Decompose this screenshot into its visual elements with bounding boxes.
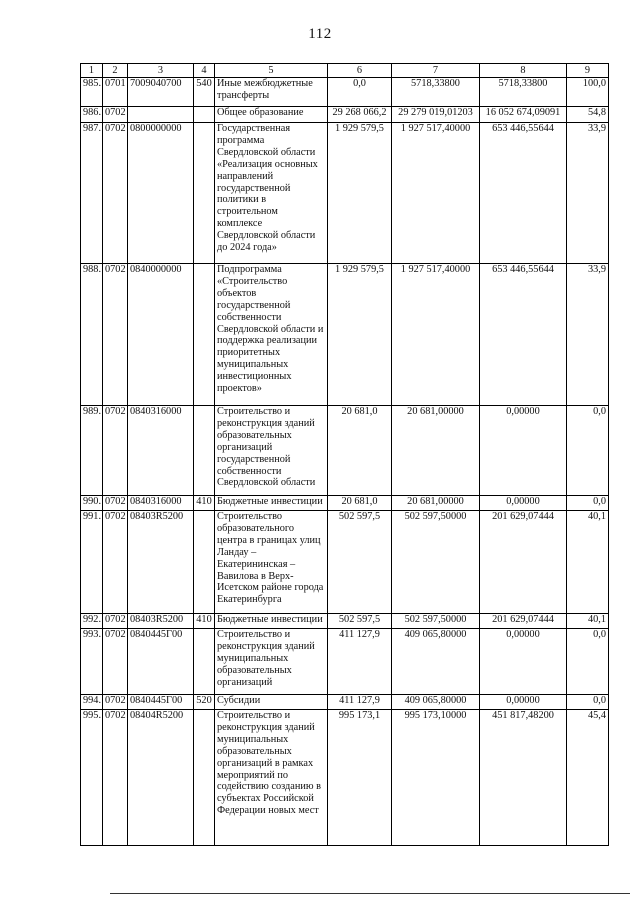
item-name: Строительство образовательного центра в границах улиц Ландау – Екатерининская – Вавилова в Верх-Исетском районе города Екатеринбурга [215,511,328,614]
target-article-code: 0800000000 [128,123,194,264]
section-code: 0702 [103,511,128,614]
target-article-code: 7009040700 [128,78,194,107]
column-header: 4 [194,64,215,78]
item-name: Строительство и реконструкция зданий муниципальных образовательных организаций [215,629,328,695]
section-code: 0702 [103,614,128,629]
executed-amount: 5718,33800 [480,78,567,107]
column-header: 8 [480,64,567,78]
page-number: 112 [308,26,332,42]
item-name: Бюджетные инвестиции [215,496,328,511]
refined-amount: 502 597,50000 [392,614,480,629]
column-header: 2 [103,64,128,78]
executed-amount: 653 446,55644 [480,264,567,406]
item-name: Общее образование [215,107,328,123]
expense-type-code [194,107,215,123]
target-article-code: 0840316000 [128,496,194,511]
expense-type-code: 410 [194,496,215,511]
item-name: Государственная программа Свердловской области «Реализация основных направлений государственной политики в строительном комплексе Свердловской области до 2024 года» [215,123,328,264]
table-row [81,629,609,695]
column-header: 3 [128,64,194,78]
executed-amount: 0,00000 [480,629,567,695]
target-article-code: 0840316000 [128,406,194,496]
section-code: 0702 [103,123,128,264]
executed-amount: 451 817,48200 [480,710,567,846]
refined-amount: 409 065,80000 [392,629,480,695]
executed-amount: 0,00000 [480,406,567,496]
column-header: 1 [81,64,103,78]
item-name: Строительство и реконструкция зданий муниципальных образовательных организаций в рамках мероприятий по содействию созданию в субъектах Российской Федерации новых мест [215,710,328,846]
planned-amount: 1 929 579,5 [328,264,392,406]
execution-percent: 40,1 [567,511,609,614]
refined-amount: 29 279 019,01203 [392,107,480,123]
execution-percent: 54,8 [567,107,609,123]
column-header: 5 [215,64,328,78]
refined-amount: 409 065,80000 [392,695,480,710]
execution-percent: 40,1 [567,614,609,629]
table-row [81,107,609,123]
row-number: 995. [81,710,103,846]
planned-amount: 411 127,9 [328,629,392,695]
refined-amount: 20 681,00000 [392,496,480,511]
executed-amount: 16 052 674,09091 [480,107,567,123]
execution-percent: 33,9 [567,123,609,264]
execution-percent: 100,0 [567,78,609,107]
expense-type-code [194,406,215,496]
table-row [81,78,609,107]
execution-percent: 0,0 [567,496,609,511]
row-number: 988. [81,264,103,406]
row-number: 991. [81,511,103,614]
execution-percent: 45,4 [567,710,609,846]
target-article-code: 0840000000 [128,264,194,406]
row-number: 992. [81,614,103,629]
table-row [81,614,609,629]
item-name: Подпрограмма «Строительство объектов государственной собственности Свердловской области и поддержка реализации приоритетных муниципальных инвестиционных проектов» [215,264,328,406]
section-code: 0702 [103,406,128,496]
table-row [81,710,609,846]
planned-amount: 20 681,0 [328,406,392,496]
target-article-code: 0840445Г00 [128,629,194,695]
executed-amount: 201 629,07444 [480,614,567,629]
target-article-code [128,107,194,123]
executed-amount: 653 446,55644 [480,123,567,264]
planned-amount: 502 597,5 [328,511,392,614]
section-code: 0702 [103,629,128,695]
planned-amount: 502 597,5 [328,614,392,629]
row-number: 987. [81,123,103,264]
row-number: 985. [81,78,103,107]
bottom-rule [110,893,630,894]
executed-amount: 0,00000 [480,496,567,511]
execution-percent: 0,0 [567,406,609,496]
item-name: Субсидии [215,695,328,710]
table-row [81,511,609,614]
refined-amount: 1 927 517,40000 [392,123,480,264]
row-number: 989. [81,406,103,496]
row-number: 990. [81,496,103,511]
column-header: 7 [392,64,480,78]
section-code: 0702 [103,710,128,846]
refined-amount: 20 681,00000 [392,406,480,496]
expense-type-code [194,123,215,264]
column-header: 6 [328,64,392,78]
planned-amount: 29 268 066,2 [328,107,392,123]
table-row [81,695,609,710]
target-article-code: 08403R5200 [128,614,194,629]
table-row [81,264,609,406]
planned-amount: 995 173,1 [328,710,392,846]
planned-amount: 0,0 [328,78,392,107]
budget-table [80,63,609,846]
section-code: 0701 [103,78,128,107]
planned-amount: 20 681,0 [328,496,392,511]
expense-type-code: 540 [194,78,215,107]
row-number: 994. [81,695,103,710]
table-row [81,496,609,511]
table-row [81,123,609,264]
planned-amount: 411 127,9 [328,695,392,710]
executed-amount: 0,00000 [480,695,567,710]
item-name: Строительство и реконструкция зданий образовательных организаций государственной собственности Свердловской области [215,406,328,496]
expense-type-code [194,511,215,614]
expense-type-code [194,629,215,695]
section-code: 0702 [103,264,128,406]
column-header: 9 [567,64,609,78]
section-code: 0702 [103,695,128,710]
row-number: 993. [81,629,103,695]
expense-type-code [194,264,215,406]
header-row [81,64,609,78]
target-article-code: 08403R5200 [128,511,194,614]
expense-type-code: 410 [194,614,215,629]
refined-amount: 5718,33800 [392,78,480,107]
section-code: 0702 [103,496,128,511]
execution-percent: 0,0 [567,695,609,710]
execution-percent: 0,0 [567,629,609,695]
item-name: Бюджетные инвестиции [215,614,328,629]
item-name: Иные межбюджетные трансферты [215,78,328,107]
target-article-code: 08404R5200 [128,710,194,846]
section-code: 0702 [103,107,128,123]
target-article-code: 0840445Г00 [128,695,194,710]
table-row [81,406,609,496]
expense-type-code [194,710,215,846]
executed-amount: 201 629,07444 [480,511,567,614]
refined-amount: 1 927 517,40000 [392,264,480,406]
refined-amount: 502 597,50000 [392,511,480,614]
row-number: 986. [81,107,103,123]
execution-percent: 33,9 [567,264,609,406]
expense-type-code: 520 [194,695,215,710]
planned-amount: 1 929 579,5 [328,123,392,264]
refined-amount: 995 173,10000 [392,710,480,846]
